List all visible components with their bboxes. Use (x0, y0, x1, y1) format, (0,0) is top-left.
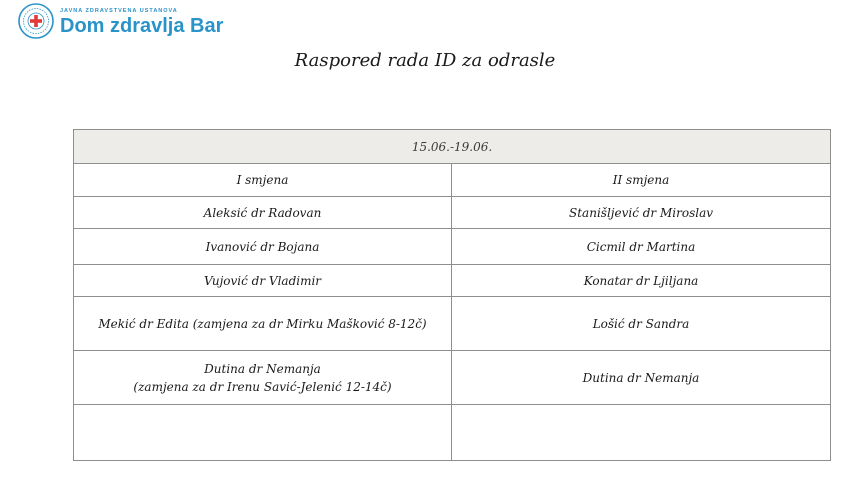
shift1-cell (74, 351, 452, 405)
period-cell: 15.06.-19.06. (74, 130, 831, 164)
shift1-cell (74, 405, 452, 461)
shift2-cell: Lošić dr Sandra (452, 297, 831, 351)
page-title: Raspored rada ID za odrasle (294, 50, 556, 71)
shift2-cell: Dutina dr Nemanja (452, 351, 831, 405)
shift2-cell (452, 405, 831, 461)
table-row (74, 197, 831, 229)
shift1-header: I smjena (74, 164, 452, 197)
logo-icon[interactable] (18, 3, 54, 39)
shift1-cell: Vujović dr Vladimir (74, 265, 452, 297)
shift-header-row (74, 164, 831, 197)
logo-subtitle: JAVNA ZDRAVSTVENA USTANOVA (60, 7, 178, 14)
date-row (74, 130, 831, 164)
shift2-cell: Stanišljević dr Miroslav (452, 197, 831, 229)
shift1-cell: Mekić dr Edita (zamjena za dr Mirku Mašković 8-12č) (74, 297, 452, 351)
table-row (74, 229, 831, 265)
schedule-table (73, 129, 831, 461)
shift2-cell: Konatar dr Ljiljana (452, 265, 831, 297)
table-row (74, 351, 831, 405)
shift1-cell-line: (zamjena za dr Irenu Savić-Jelenić 12-14č) (133, 379, 392, 394)
table-row (74, 265, 831, 297)
shift2-cell: Cicmil dr Martina (452, 229, 831, 265)
table-row (74, 405, 831, 461)
shift2-header: II smjena (452, 164, 831, 197)
logo-text[interactable] (60, 7, 223, 36)
logo-name: Dom zdravlja Bar (60, 14, 224, 37)
table-row (74, 297, 831, 351)
shift1-cell-line: Dutina dr Nemanja (204, 361, 321, 376)
site-header (18, 2, 223, 40)
shift1-cell: Ivanović dr Bojana (74, 229, 452, 265)
shift1-cell: Aleksić dr Radovan (74, 197, 452, 229)
